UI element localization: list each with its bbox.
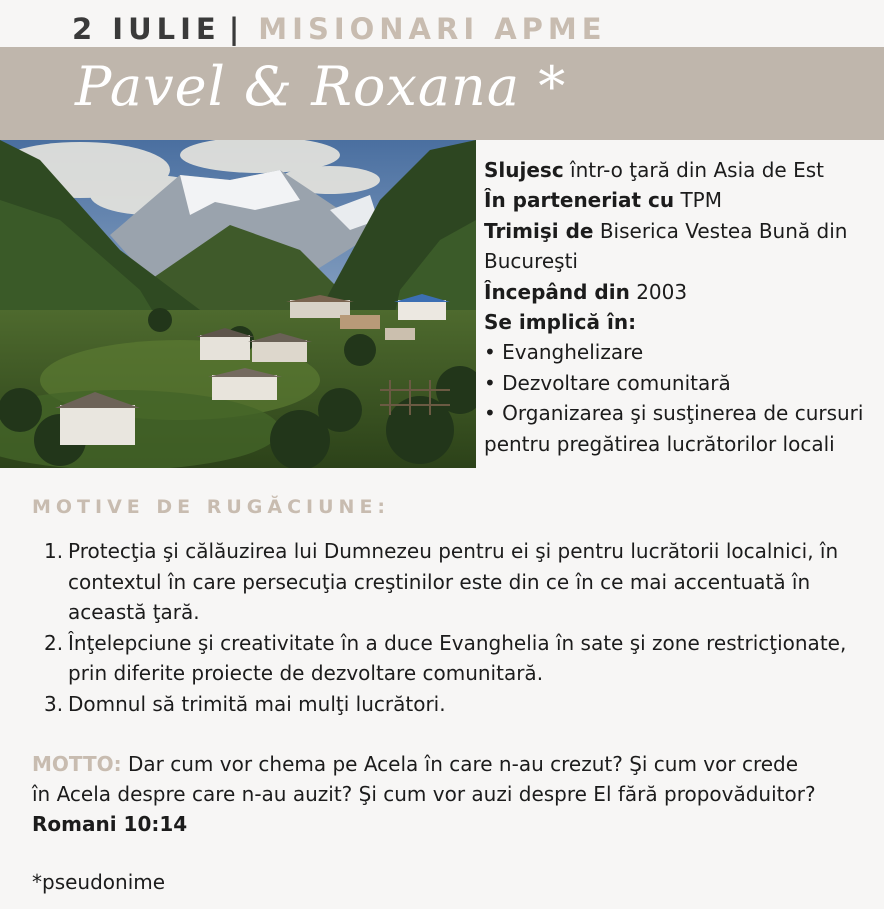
- involvement-item: • Organizarea şi susţinerea de cursuri pentru pregătirea lucrătorilor locali: [484, 401, 864, 456]
- motto-line-1: MOTTO: Dar cum vor chema pe Acela în care n-au crezut? Şi cum vor crede: [32, 752, 799, 776]
- info-involved-heading: Se implică în:: [484, 310, 637, 335]
- info-sent-by: Trimişi de Biserica Vestea Bună din Bucureşti: [484, 218, 848, 274]
- info-serve: Slujesc într-o ţară din Asia de Est: [484, 158, 824, 182]
- mountain-village-photo: [0, 140, 476, 468]
- header-line: [72, 12, 607, 46]
- motto-label: MOTTO:: [32, 752, 122, 776]
- motto-reference: Romani 10:14: [32, 812, 188, 836]
- info-since: Începând din 2003: [484, 279, 688, 304]
- footnote: *pseudonime: [32, 870, 166, 894]
- info-partner: În parteneriat cu TPM: [484, 188, 722, 213]
- prayer-list: [44, 536, 874, 719]
- title-band: [0, 47, 884, 140]
- header-separator: |: [228, 12, 245, 46]
- missionary-info: [484, 155, 879, 459]
- involvement-item: • Evanghelizare: [484, 340, 644, 365]
- organization-label: MISIONARI APME: [258, 12, 607, 46]
- prayer-item: 3. Domnul să trimită mai mulţi lucrători.: [44, 691, 446, 716]
- prayer-heading: MOTIVE DE RUGĂCIUNE:: [32, 496, 391, 518]
- motto-line-2: în Acela despre care n-au auzit? Şi cum vor auzi despre El fără propovăduitor?: [32, 782, 816, 806]
- prayer-item: 2. Înţelepciune şi creativitate în a duce Evanghelia în sate şi zone restricţionate, prin diferite proiecte de dezvoltare comunitară.: [44, 630, 847, 685]
- missionary-names-title: Pavel & Roxana *: [75, 55, 567, 118]
- date-label: 2 IULIE: [72, 12, 221, 46]
- prayer-item: 1. Protecţia şi călăuzirea lui Dumnezeu pentru ei şi pentru lucrătorii localnici, în contextul în care persecuţia creştinilor este din ce în ce mai accentuată în această ţară.: [44, 539, 839, 624]
- involvement-item: • Dezvoltare comunitară: [484, 370, 731, 395]
- motto-block: [32, 749, 862, 839]
